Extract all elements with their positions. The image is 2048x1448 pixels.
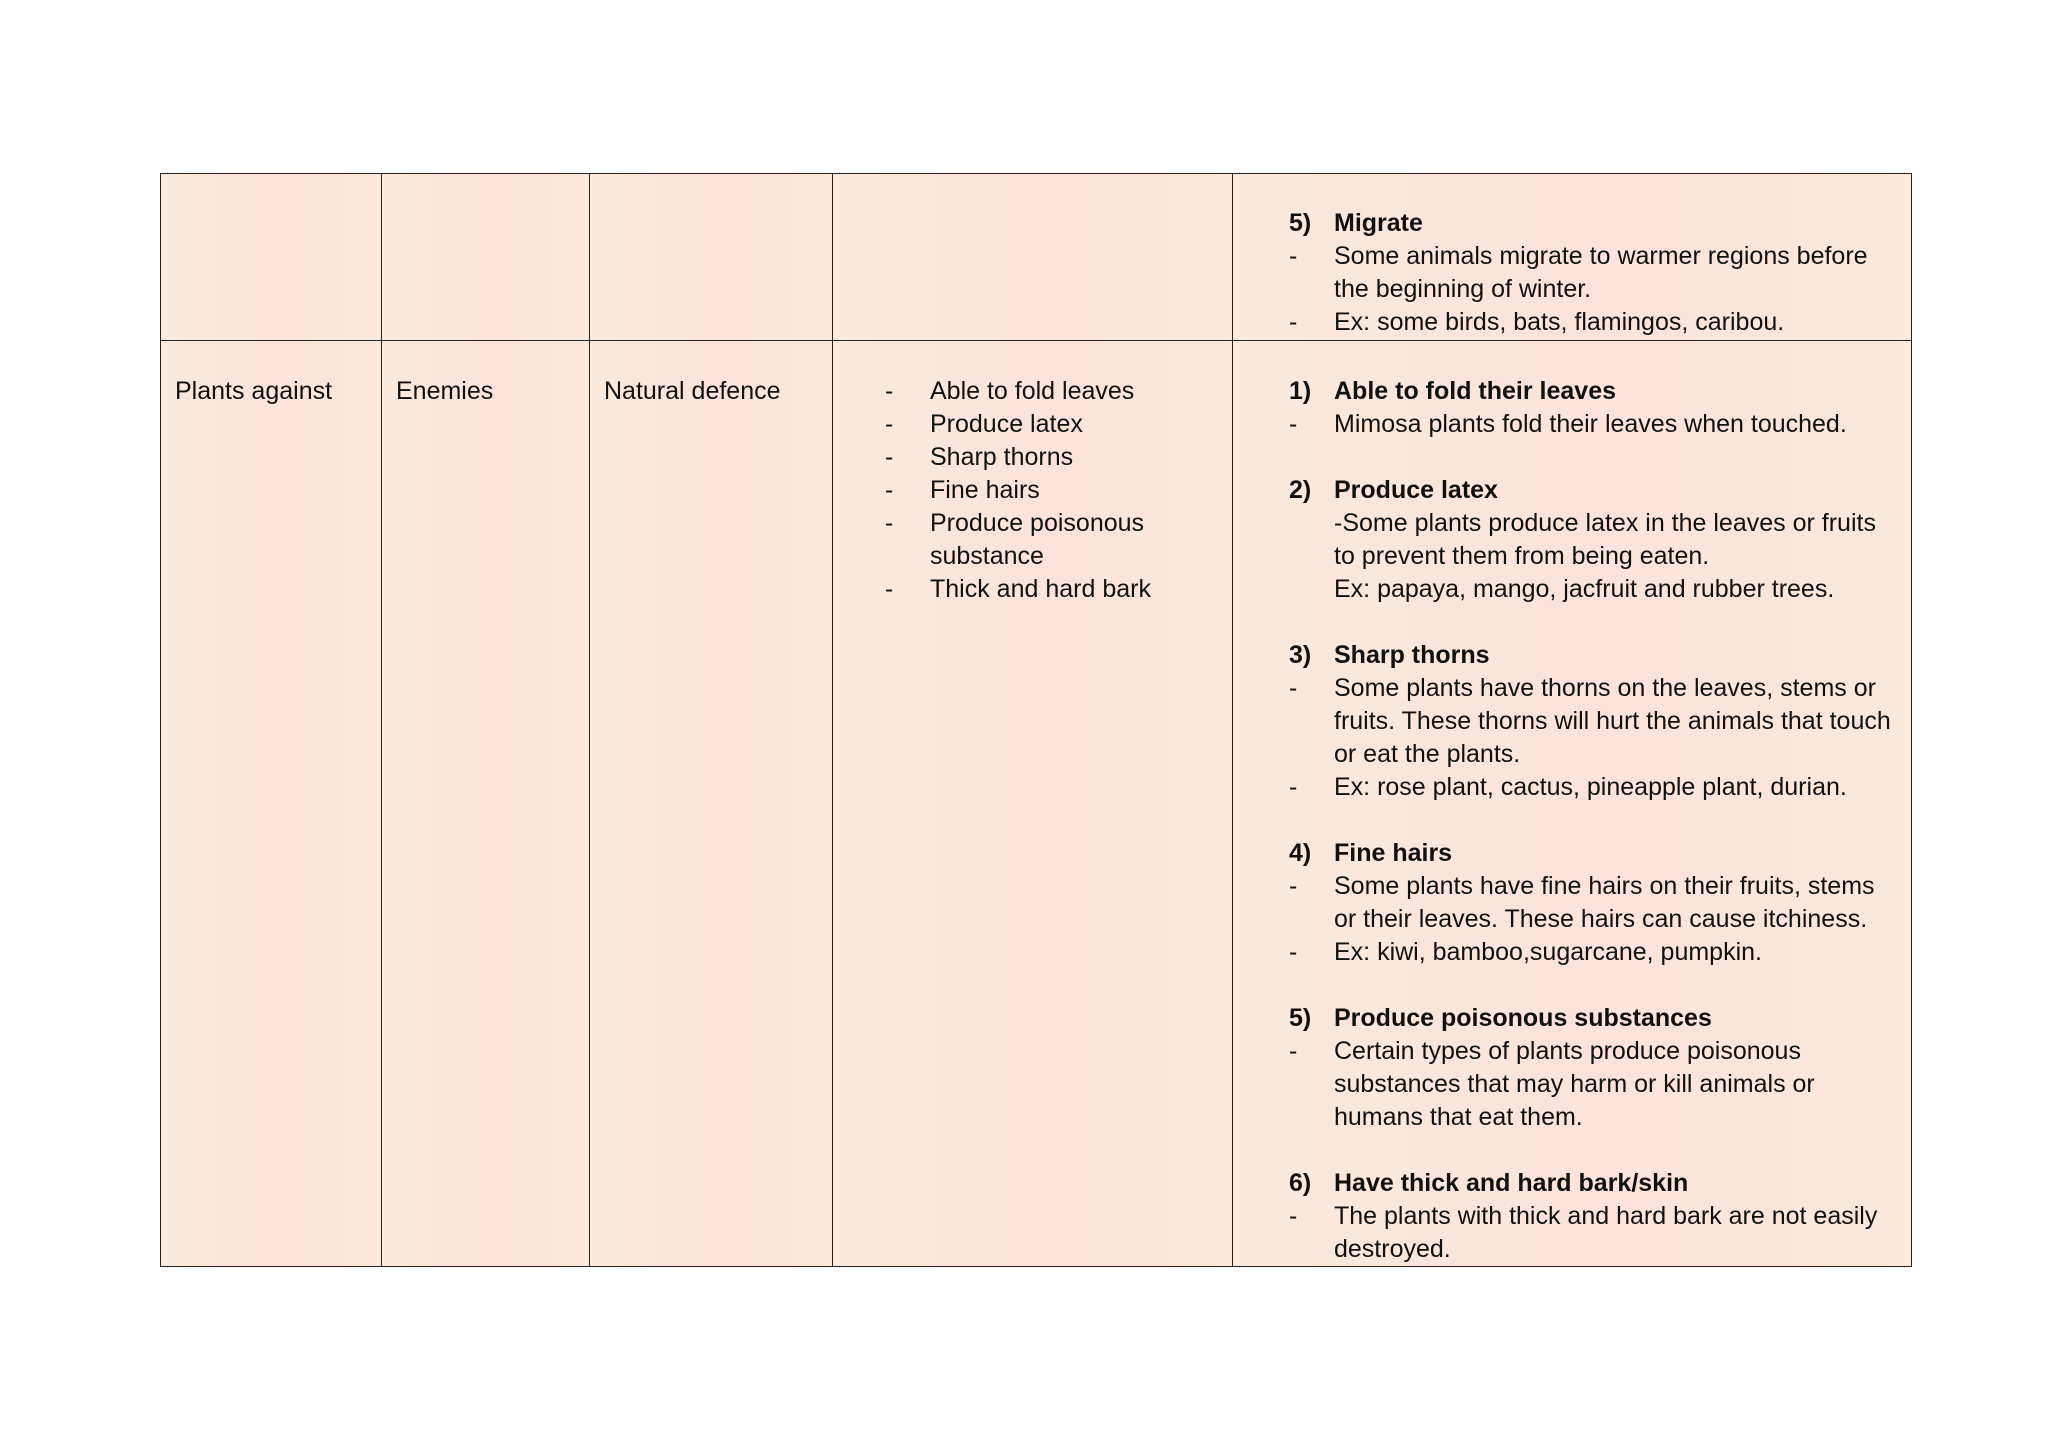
list-item: - Sharp thorns	[885, 441, 1232, 474]
section-heading-text: Sharp thorns	[1334, 641, 1490, 669]
section-point: - Some plants have fine hairs on their fruits, stems or their leaves. These hairs can cause itchiness.	[1289, 870, 1891, 936]
table-cell	[833, 174, 1233, 341]
section-number: 5)	[1289, 209, 1312, 237]
section-heading-text: Have thick and hard bark/skin	[1334, 1169, 1689, 1197]
explanation-section	[1289, 474, 1891, 606]
section-heading-text: Produce latex	[1334, 476, 1498, 504]
section-point: - Some animals migrate to warmer regions before the beginning of winter.	[1289, 240, 1891, 306]
section-number: 2)	[1289, 476, 1312, 504]
section-number: 3)	[1289, 641, 1312, 669]
section-point: - Some plants have thorns on the leaves, stems or fruits. These thorns will hurt the animals that touch or eat the plants.	[1289, 672, 1891, 771]
explanation-section	[1289, 1002, 1891, 1134]
explanation-section	[1289, 207, 1891, 339]
section-heading	[1289, 375, 1891, 408]
features-list	[833, 341, 1232, 606]
explanation-section	[1289, 375, 1891, 441]
explanation-section	[1289, 1167, 1891, 1266]
notes-table	[160, 173, 1912, 1267]
section-number: 4)	[1289, 839, 1312, 867]
explanation-list	[1233, 341, 1911, 1266]
explanation-section	[1289, 639, 1891, 804]
table-cell	[590, 174, 833, 341]
explanation-cell	[1233, 341, 1912, 1267]
table-cell	[161, 174, 382, 341]
table-row	[161, 341, 1912, 1267]
table-row	[161, 174, 1912, 341]
topic-label: Plants against	[175, 377, 333, 405]
list-item: - Thick and hard bark	[885, 573, 1232, 606]
table-cell	[590, 341, 833, 1267]
section-point: - Mimosa plants fold their leaves when touched.	[1289, 408, 1891, 441]
section-point: - Ex: some birds, bats, flamingos, caribou.	[1289, 306, 1891, 339]
list-item: - Produce poisonous substance	[885, 507, 1232, 573]
section-heading	[1289, 639, 1891, 672]
table-cell	[161, 341, 382, 1267]
explanation-list	[1233, 174, 1911, 339]
section-number: 1)	[1289, 377, 1312, 405]
section-heading-text: Migrate	[1334, 209, 1423, 237]
threat-label: Enemies	[396, 377, 494, 405]
section-heading	[1289, 474, 1891, 507]
section-point: - The plants with thick and hard bark are not easily destroyed.	[1289, 1200, 1891, 1266]
section-point: - Ex: rose plant, cactus, pineapple plant, durian.	[1289, 771, 1891, 804]
section-heading-text: Able to fold their leaves	[1334, 377, 1617, 405]
defence-type-label: Natural defence	[604, 377, 781, 405]
section-number: 5)	[1289, 1004, 1312, 1032]
section-heading	[1289, 1002, 1891, 1035]
section-point: -Some plants produce latex in the leaves or fruits to prevent them from being eaten.	[1334, 509, 1876, 570]
explanation-section	[1289, 837, 1891, 969]
list-item: - Fine hairs	[885, 474, 1232, 507]
explanation-cell	[1233, 174, 1912, 341]
section-heading-text: Produce poisonous substances	[1334, 1004, 1712, 1032]
section-point: Ex: papaya, mango, jacfruit and rubber trees.	[1334, 575, 1835, 603]
section-point: - Certain types of plants produce poisonous substances that may harm or kill animals or humans that eat them.	[1289, 1035, 1891, 1134]
section-number: 6)	[1289, 1169, 1312, 1197]
section-heading	[1289, 207, 1891, 240]
section-point: - Ex: kiwi, bamboo,sugarcane, pumpkin.	[1289, 936, 1891, 969]
list-item: - Able to fold leaves	[885, 375, 1232, 408]
table-cell	[382, 174, 590, 341]
section-heading	[1289, 837, 1891, 870]
table-cell	[382, 341, 590, 1267]
section-heading	[1289, 1167, 1891, 1200]
section-heading-text: Fine hairs	[1334, 839, 1453, 867]
features-cell	[833, 341, 1233, 1267]
list-item: - Produce latex	[885, 408, 1232, 441]
